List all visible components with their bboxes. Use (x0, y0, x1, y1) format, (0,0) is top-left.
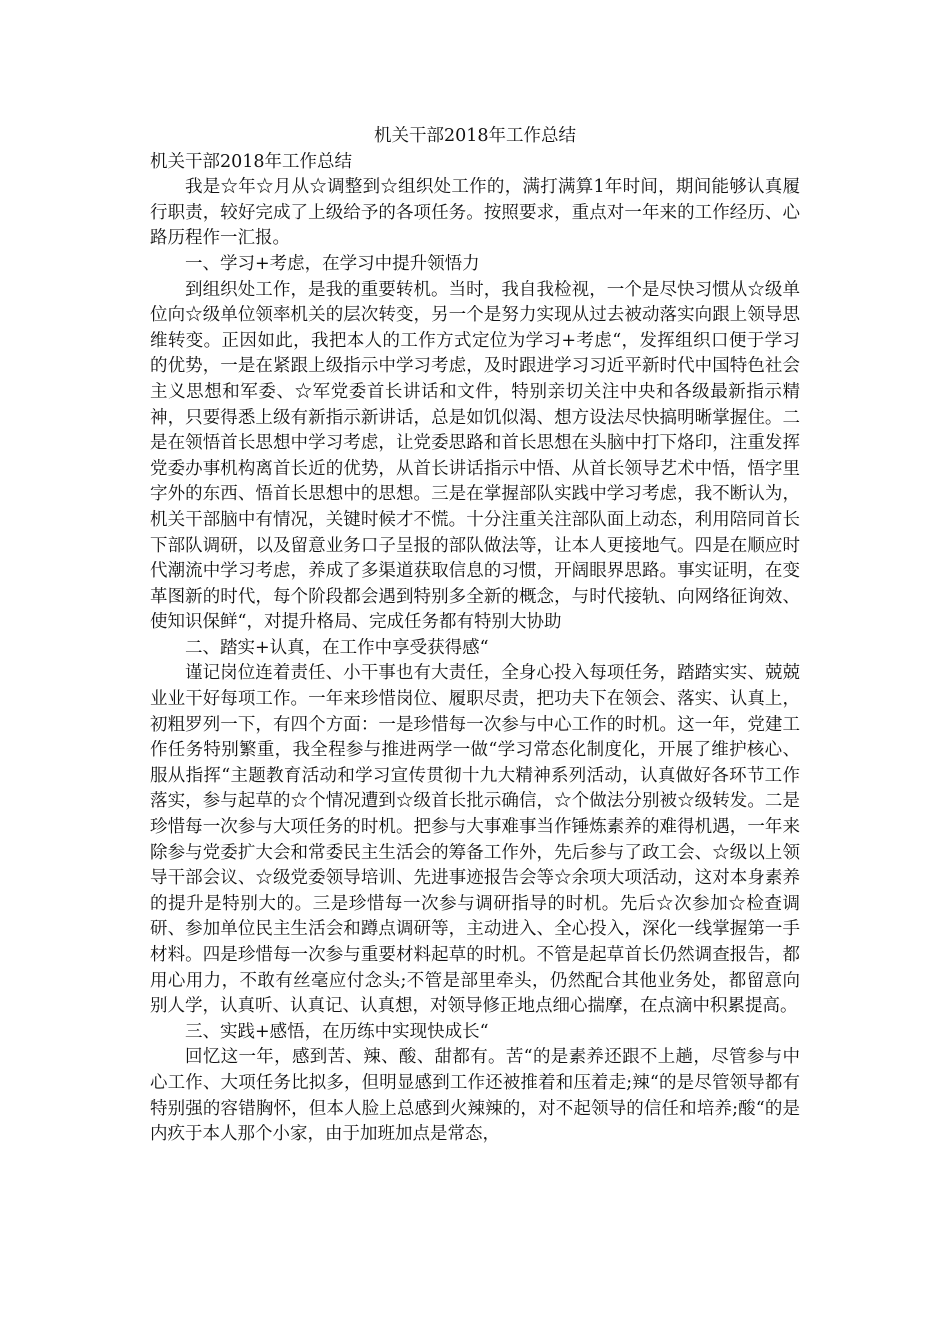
document-title: 机关干部2018年工作总结 (373, 126, 577, 146)
section-heading-2: 二、踏实+认真，在工作中享受获得感“ (185, 637, 489, 658)
section-heading-1: 一、学习+考虑，在学习中提升领悟力 (185, 253, 480, 274)
paragraph-intro: 我是☆年☆月从☆调整到☆组织处工作的，满打满算1年时间，期间能够认真履行职责，较好完成了上级给予的各项任务。按照要求，重点对一年来的工作经历、心路历程作一汇报。 (150, 177, 800, 249)
paragraph-section-3: 回忆这一年，感到苦、辣、酸、甜都有。苦“的是素养还跟不上趟，尽管参与中心工作、大项任务比拟多，但明显感到工作还被推着和压着走;辣“的是尽管领导都有特别强的容错胸怀，但本人脸上总感到火辣辣的，对不起领导的信任和培养;酸“的是内疚于本人那个小家，由于加班加点是常态， (150, 1047, 800, 1145)
document-subtitle: 机关干部2018年工作总结 (150, 151, 353, 172)
paragraph-section-1: 到组织处工作，是我的重要转机。当时，我自我检视，一个是尽快习惯从☆级单位向☆级单位领率机关的层次转变，另一个是努力实现从过去被动落实向跟上领导思维转变。正因如此，我把本人的工作方式定位为学习+考虑“，发挥组织口便于学习的优势，一是在紧跟上级指示中学习考虑，及时跟进学习习近平新时代中国特色社会主义思想和军委、☆军党委首长讲话和文件，特别亲切关注中央和各级最新指示精神，只要得悉上级有新指示新讲话，总是如饥似渴、想方设法尽快搞明晰掌握住。二是在领悟首长思想中学习考虑，让党委思路和首长思想在头脑中打下烙印，注重发挥党委办事机构离首长近的优势，从首长讲话指示中悟、从首长领导艺术中悟，悟字里字外的东西、悟首长思想中的思想。三是在掌握部队实践中学习考虑，我不断认为，机关干部脑中有情况，关键时候才不慌。十分注重关注部队面上动态，利用陪同首长下部队调研，以及留意业务口子呈报的部队做法等，让本人更接地气。四是在顺应时代潮流中学习考虑，养成了多渠道获取信息的习惯，开阔眼界思路。事实证明，在变革图新的时代，每个阶段都会遇到特别多全新的概念，与时代接轨、向网络征询效、使知识保鲜“，对提升格局、完成任务都有特别大协助 (150, 279, 800, 633)
document-page (150, 124, 800, 1148)
section-heading-3: 三、实践+感悟，在历练中实现快成长“ (185, 1021, 489, 1042)
paragraph-section-2: 谨记岗位连着责任、小干事也有大责任，全身心投入每项任务，踏踏实实、兢兢业业干好每项工作。一年来珍惜岗位、履职尽责，把功夫下在领会、落实、认真上，初粗罗列一下，有四个方面：一是珍惜每一次参与中心工作的时机。这一年，党建工作任务特别繁重，我全程参与推进两学一做“学习常态化制度化，开展了维护核心、服从指挥“主题教育活动和学习宣传贯彻十九大精神系列活动，认真做好各环节工作落实，参与起草的☆个情况遭到☆级首长批示确信，☆个做法分别被☆级转发。二是珍惜每一次参与大项任务的时机。把参与大事难事当作锤炼素养的难得机遇，一年来除参与党委扩大会和常委民主生活会的筹备工作外，先后参与了政工会、☆级以上领导干部会议、☆级党委领导培训、先进事迹报告会等☆余项大项活动，这对本身素养的提升是特别大的。三是珍惜每一次参与调研指导的时机。先后☆次参加☆检查调研、参加单位民主生活会和蹲点调研等，主动进入、全心投入，深化一线掌握第一手材料。四是珍惜每一次参与重要材料起草的时机。不管是起草首长仍然调查报告，都用心用力，不敢有丝毫应付念头;不管是部里牵头，仍然配合其他业务处，都留意向别人学，认真听、认真记、认真想，对领导修正地点细心揣摩，在点滴中积累提高。 (150, 663, 800, 1017)
